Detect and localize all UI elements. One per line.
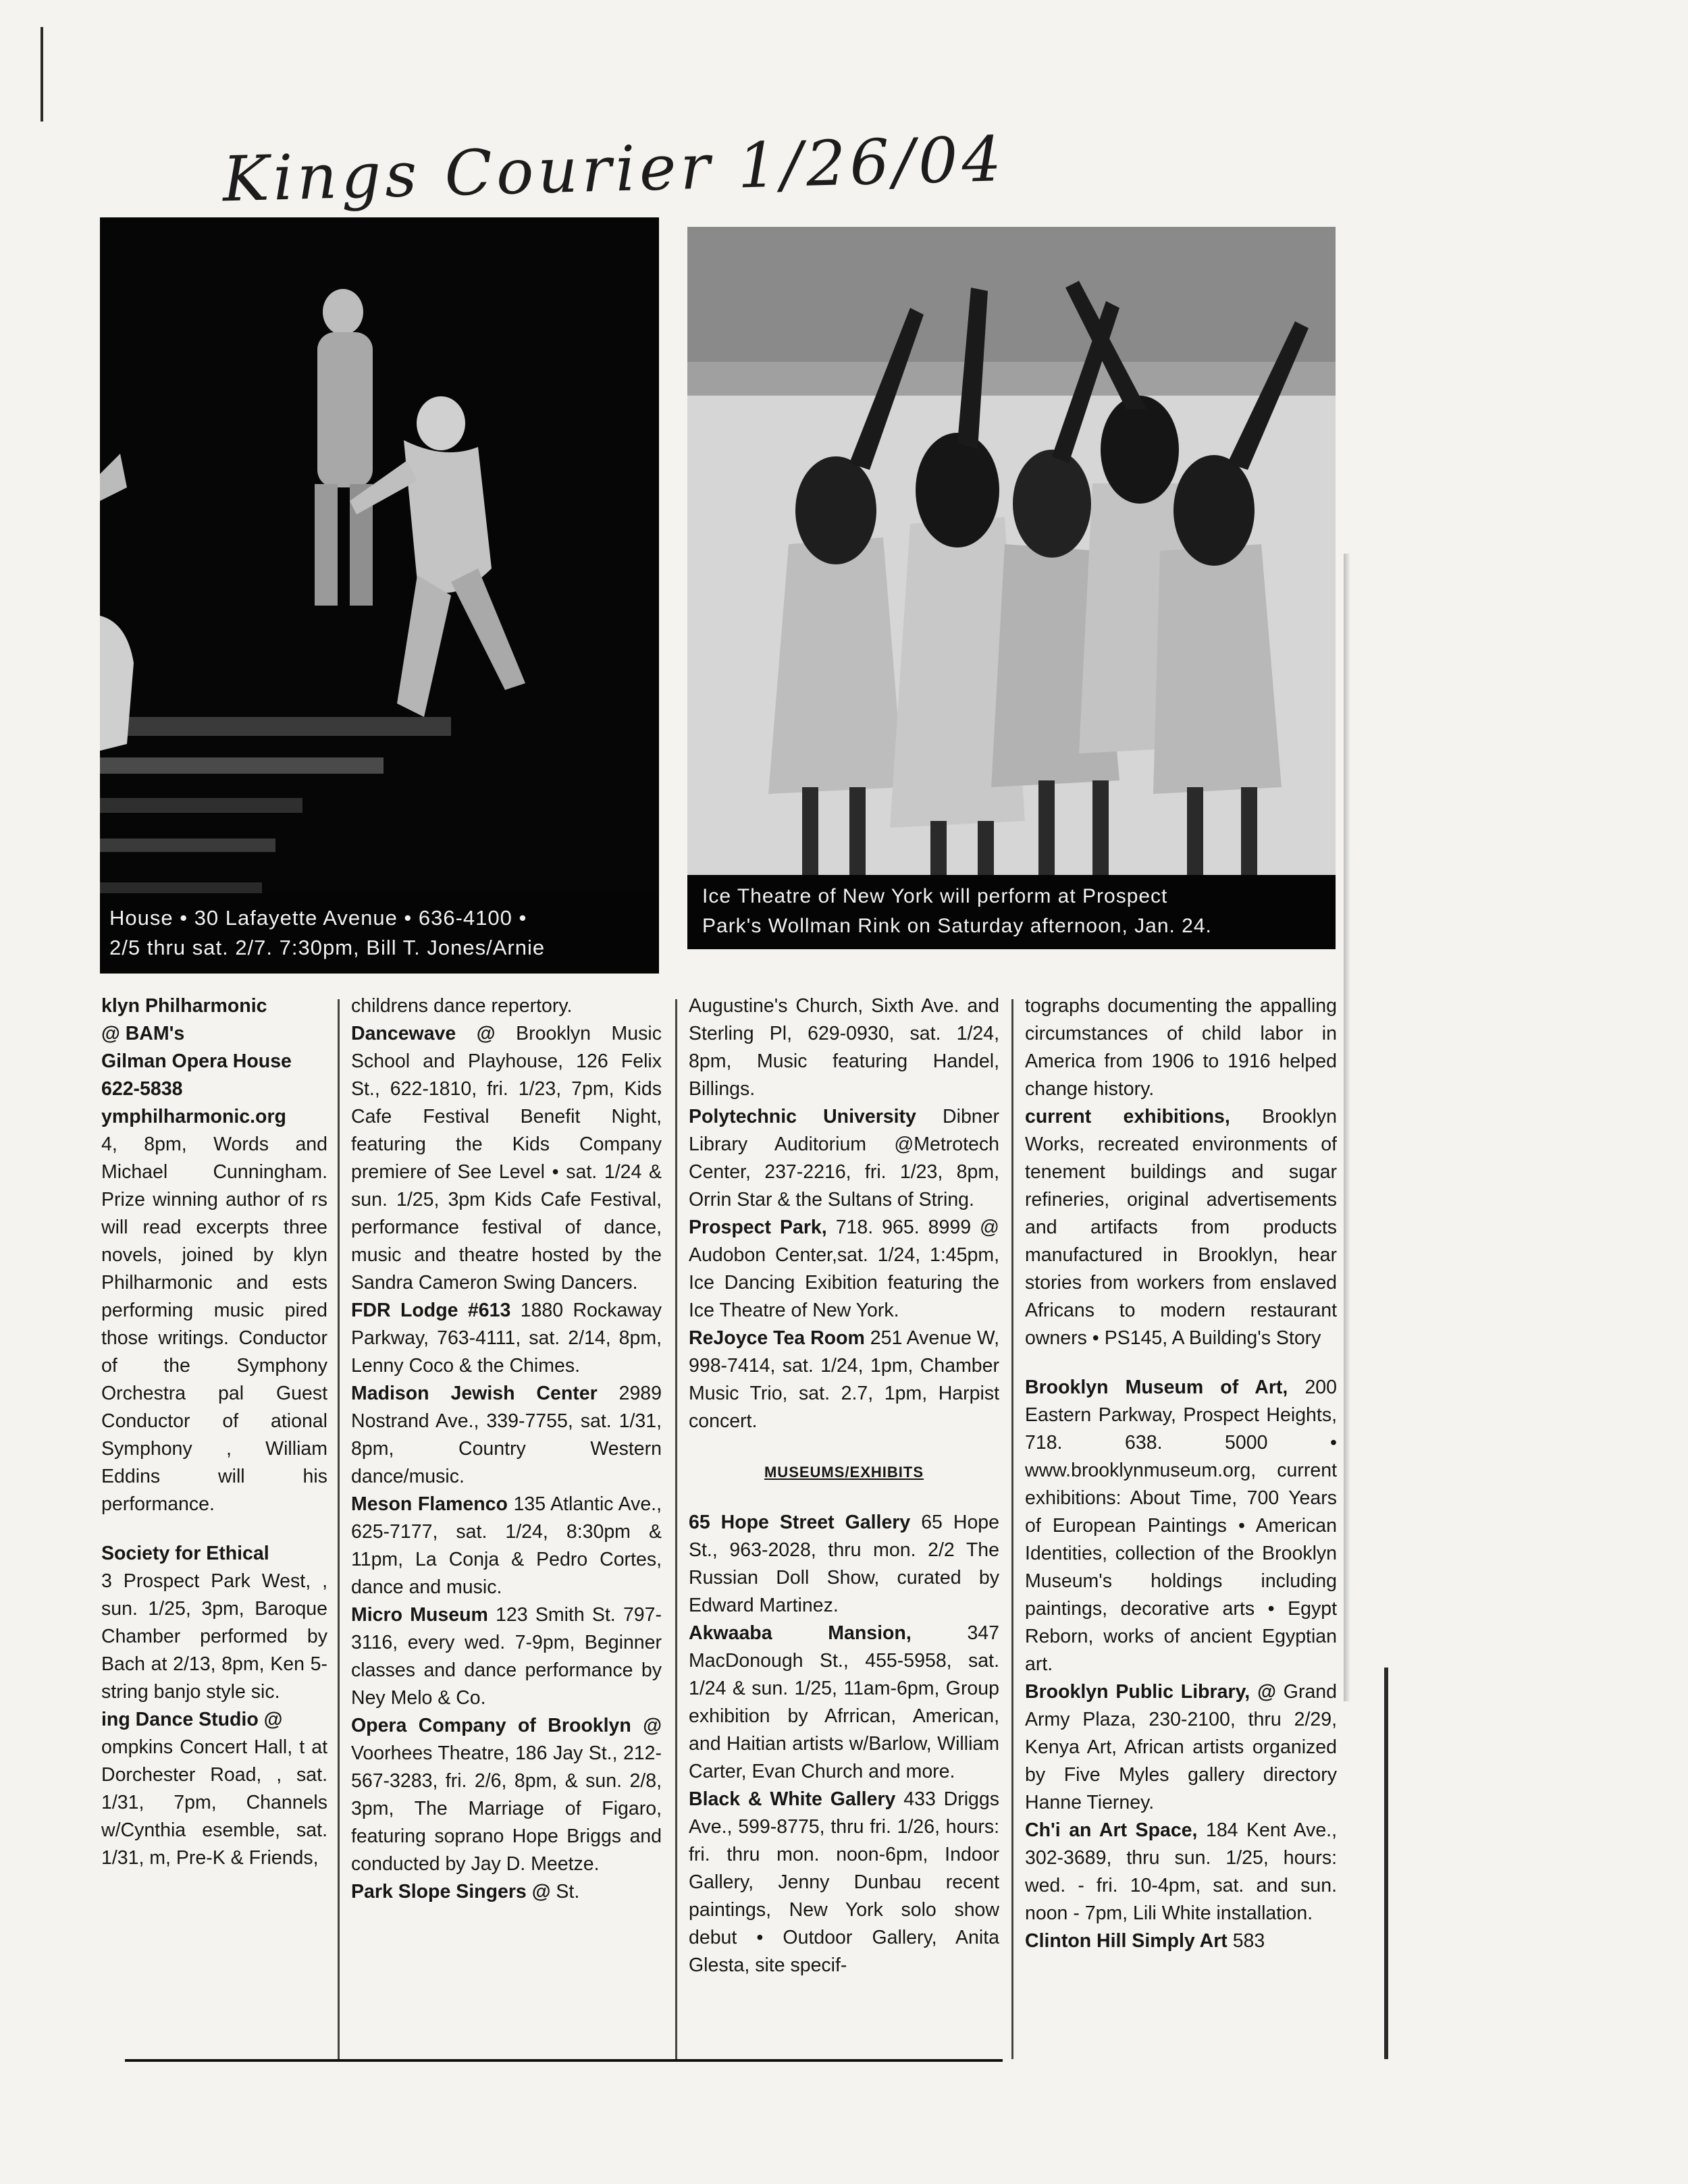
listing-text: 251 Avenue W, 998-7414, sat. 1/24, 1pm, Chamber Music Trio, sat. 2.7, 1pm, Harpist concert. — [689, 1327, 999, 1432]
venue-name: Dancewave @ — [351, 1023, 496, 1044]
page-edge-shadow — [1344, 554, 1350, 1701]
listing-column-3 — [689, 992, 999, 2046]
listing-text: 3 Prospect Park West, , sun. 1/25, 3pm, Baroque Chamber performed by Bach at 2/13, 8pm, Ken 5-string banjo style sic. — [101, 1570, 327, 1703]
venue-name: ReJoyce Tea Room — [689, 1327, 865, 1349]
scan-edge-mark — [41, 27, 43, 122]
listing-heading: Society for Ethical — [101, 1543, 269, 1564]
listing-text: St. — [556, 1881, 580, 1902]
listing-text: 200 Eastern Parkway, Prospect Heights, 718. 638. 5000 • www.brooklynmuseum.org, current exhibitions: About Time, 700 Years of European Paintings • American Identities, collection of the Brooklyn Museum's holdings including paintings, decorative arts • Egypt Reborn, works of ancient Egyptian art. — [1025, 1377, 1337, 1675]
listing-entry — [689, 1620, 999, 1786]
handwritten-source-note: Kings Courier 1/26/04 — [221, 123, 1007, 216]
photo-caption-right — [687, 875, 1336, 949]
listing-text: tographs documenting the appalling circumstances of child labor in America from 1906 to 1916 helped change history. — [1025, 995, 1337, 1100]
listing-text: childrens dance repertory. — [351, 995, 573, 1017]
venue-name: 65 Hope Street Gallery — [689, 1512, 911, 1533]
listing-heading: ing Dance Studio @ — [101, 1709, 283, 1730]
listing-text: 1880 Rockaway Parkway, 763-4111, sat. 2/14, 8pm, Lenny Coco & the Chimes. — [351, 1300, 662, 1377]
page-edge-line — [1384, 1668, 1388, 2059]
photo-caption-left — [100, 894, 659, 974]
listing-entry — [689, 1786, 999, 1979]
listing-entry — [351, 1491, 662, 1601]
venue-name: Opera Company of Brooklyn @ — [351, 1715, 662, 1736]
listing-text: 718. 965. 8999 @ Audobon Center,sat. 1/24, 1:45pm, Ice Dancing Exibition featuring the Ice Theatre of New York. — [689, 1217, 999, 1321]
listing-text: 123 Smith St. 797-3116, every wed. 7-9pm, Beginner classes and dance performance by Ney Melo & Co. — [351, 1604, 662, 1709]
venue-name: Polytechnic University — [689, 1106, 916, 1127]
listing-heading: ymphilharmonic.org — [101, 1106, 286, 1127]
ice-theatre-photo — [687, 227, 1336, 949]
venue-name: current exhibitions, — [1025, 1106, 1230, 1127]
listing-entry — [1025, 1374, 1337, 1678]
listing-entry — [351, 1297, 662, 1380]
section-heading-museums: MUSEUMS/EXHIBITS — [764, 1464, 924, 1481]
listing-text: Brooklyn Music School and Playhouse, 126 Felix St., 622-1810, fri. 1/23, 7pm, Kids Cafe Festival Benefit Night, featuring the Kids Company premiere of See Level • sat. 1/24 & sun. 1/25, 3pm Kids Cafe Festival, performance festival of dance, music and theatre hosted by the Sandra Cameron Swing Dancers. — [351, 1023, 662, 1294]
column-divider-1 — [338, 999, 340, 2059]
venue-name: Brooklyn Museum of Art, — [1025, 1377, 1288, 1398]
listing-text: 583 — [1232, 1930, 1265, 1952]
listing-text: Augustine's Church, Sixth Ave. and Sterling Pl, 629-0930, sat. 1/24, 8pm, Music featuring Handel, Billings. — [689, 995, 999, 1100]
listing-text: Grand Army Plaza, 230-2100, thru 2/29, Kenya Art, African artists organized by Five Myles gallery directory Hanne Tierney. — [1025, 1681, 1337, 1813]
venue-name: Akwaaba Mansion, — [689, 1622, 912, 1644]
venue-name: Ch'i an Art Space, — [1025, 1819, 1198, 1841]
caption-left-line2: 2/5 thru sat. 2/7. 7:30pm, Bill T. Jones/Arnie — [109, 936, 546, 959]
listing-entry — [689, 1325, 999, 1435]
listing-text: Brooklyn Works, recreated environments of tenement buildings and sugar refineries, original advertisements and artifacts from products manufactured in Brooklyn, hear stories from workers from enslaved Africans to modern restaurant owners • PS145, A Building's Story — [1025, 1106, 1337, 1349]
listing-text: 135 Atlantic Ave., 625-7177, sat. 1/24, 8:30pm & 11pm, La Conja & Pedro Cortes, dance and music. — [351, 1493, 662, 1598]
listing-entry — [351, 1380, 662, 1491]
listing-text: 184 Kent Ave., 302-3689, thru sun. 1/25, hours: wed. - fri. 10-4pm, sat. and sun. noon - 7pm, Lili White installation. — [1025, 1819, 1337, 1924]
listing-text: Voorhees Theatre, 186 Jay St., 212-567-3283, fri. 2/6, 8pm, & sun. 2/8, 3pm, The Marriage of Figaro, featuring soprano Hope Briggs and conducted by Jay D. Meetze. — [351, 1742, 662, 1875]
listing-entry — [1025, 1678, 1337, 1817]
caption-right-line1: Ice Theatre of New York will perform at Prospect — [702, 885, 1168, 907]
venue-name: Brooklyn Public Library, @ — [1025, 1681, 1276, 1703]
venue-name: Madison Jewish Center — [351, 1383, 598, 1404]
venue-name: FDR Lodge #613 — [351, 1300, 511, 1321]
listing-heading: 622-5838 — [101, 1078, 183, 1100]
listing-column-1 — [101, 992, 327, 2046]
listing-text: Dibner Library Auditorium @Metrotech Center, 237-2216, fri. 1/23, 8pm, Orrin Star & the Sultans of String. — [689, 1106, 999, 1210]
skaters-illustration — [687, 227, 1336, 949]
listing-entry — [351, 1020, 662, 1297]
listing-entry — [689, 1214, 999, 1325]
listing-text: 65 Hope St., 963-2028, thru mon. 2/2 The Russian Doll Show, curated by Edward Martinez. — [689, 1512, 999, 1616]
column-divider-3 — [1011, 999, 1013, 2059]
listing-column-2 — [351, 992, 662, 2046]
listing-heading: @ BAM's — [101, 1023, 185, 1044]
venue-name: Black & White Gallery — [689, 1788, 896, 1810]
listing-entry — [1025, 1103, 1337, 1352]
listing-text: 433 Driggs Ave., 599-8775, thru fri. 1/26, hours: fri. thru mon. noon-6pm, Indoor Gallery, Jenny Dunbau recent paintings, New York solo show debut • Outdoor Gallery, Anita Glesta, site specif- — [689, 1788, 999, 1976]
venue-name: Clinton Hill Simply Art — [1025, 1930, 1228, 1952]
listing-column-4 — [1025, 992, 1337, 2046]
bottom-rule — [125, 2059, 1003, 2062]
venue-name: Park Slope Singers @ — [351, 1881, 551, 1902]
listing-heading: Gilman Opera House — [101, 1050, 292, 1072]
venue-name: Prospect Park, — [689, 1217, 827, 1238]
listing-entry — [351, 1712, 662, 1878]
caption-left-line1: House • 30 Lafayette Avenue • 636-4100 • — [109, 906, 527, 930]
listing-entry — [1025, 1927, 1337, 1955]
listing-entry — [351, 1878, 662, 1906]
listing-text: 4, 8pm, Words and Michael Cunningham. Prize winning author of rs will read excerpts three novels, joined by klyn Philharmonic and ests performing music pired those writings. Conductor of the Symphony Orchestra pal Guest Conductor of ational Symphony , William Eddins will his performance. — [101, 1134, 327, 1515]
listing-entry — [351, 1601, 662, 1712]
listing-text: ompkins Concert Hall, t at Dorchester Road, , sat. 1/31, 7pm, Channels w/Cynthia esemble, sat. 1/31, m, Pre-K & Friends, — [101, 1736, 327, 1869]
listing-text: 2989 Nostrand Ave., 339-7755, sat. 1/31, 8pm, Country Western dance/music. — [351, 1383, 662, 1487]
listing-entry — [1025, 1817, 1337, 1927]
listing-entry — [689, 1509, 999, 1620]
listing-entry — [689, 1103, 999, 1214]
dance-performance-photo — [100, 217, 659, 974]
listing-text: 347 MacDonough St., 455-5958, sat. 1/24 & sun. 1/25, 11am-6pm, Group exhibition by Afrrican, American, and Haitian artists w/Barlow, William Carter, Evan Church and more. — [689, 1622, 999, 1782]
listing-heading: klyn Philharmonic — [101, 995, 267, 1017]
dance-figures-illustration — [100, 217, 659, 974]
column-divider-2 — [675, 999, 677, 2059]
venue-name: Meson Flamenco — [351, 1493, 508, 1515]
caption-right-line2: Park's Wollman Rink on Saturday afternoon, Jan. 24. — [702, 915, 1212, 937]
venue-name: Micro Museum — [351, 1604, 488, 1626]
